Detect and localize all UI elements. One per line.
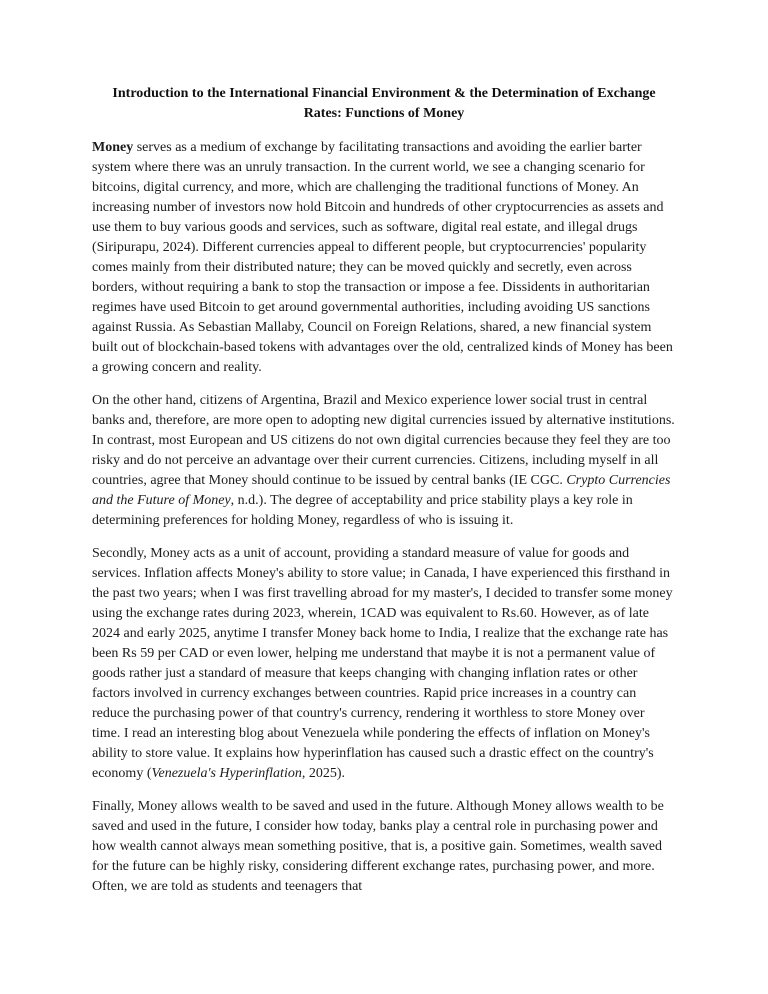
normal-text-run: Secondly, Money acts as a unit of account, providing a standard measure of value for goods and services. Inflation affects Money's ability to store value; in Canada, I have experienced this firsthand in the past two years; when I was first travelling abroad for my master's, I decided to transfer some money using the exchange rates during 2023, wherein, 1CAD was equivalent to Rs.60. However, as of late 2024 and early 2025, anytime I transfer Money back home to India, I realize that the exchange rate has been Rs 59 per CAD or even lower, helping me understand that maybe it is not a permanent value of goods rather just a standard of measure that keeps changing with changing inflation rates or other factors involved in currency exchanges between countries. Rapid price increases in a country can reduce the purchasing power of that country's currency, rendering it worthless to store Money over time. I read an interesting blog about Venezuela while pondering the effects of inflation on Money's ability to store value. It explains how hyperinflation has caused such a drastic effect on the country's economy ( [92,546,677,781]
normal-text-run: Finally, Money allows wealth to be saved and used in the future. Although Money allows wealth to be saved and used in the future, I consider how today, banks play a central role in purchasing power and how wealth cannot always mean something positive, that is, a positive gain. Sometimes, wealth saved for the future can be highly risky, considering different exchange rates, purchasing power, and more. Often, we are told as students and teenagers that [92,799,668,894]
paragraph [92,391,679,531]
paragraph [92,797,676,897]
normal-text-run: , 2025). [301,766,346,781]
italic-text-run: Crypto Currencies and the Future of Money [92,473,674,508]
document-body [92,138,679,897]
paragraph [92,544,676,784]
bold-text-run: Money [92,140,134,155]
normal-text-run: , n.d.). The degree of acceptability and price stability plays a key role in determining preferences for holding Money, regardless of who is issuing it. [92,493,637,528]
paragraph [92,138,676,378]
italic-text-run: Venezuela's Hyperinflation [151,766,302,781]
normal-text-run: serves as a medium of exchange by facilitating transactions and avoiding the earlier barter system where there was an unruly transaction. In the current world, we see a changing scenario for bitcoins, digital currency, and more, which are challenging the traditional functions of Money. An increasing number of investors now hold Bitcoin and hundreds of other cryptocurrencies as assets and use them to buy various goods and services, such as software, digital real estate, and illegal drugs (Siripurapu, 2024). Different currencies appeal to different people, but cryptocurrencies' popularity comes mainly from their distributed nature; they can be moved quickly and secretly, even across borders, without requiring a bank to stop the transaction or impose a fee. Dissidents in authoritarian regimes have used Bitcoin to get around governmental authorities, including avoiding US sanctions against Russia. As Sebastian Mallaby, Council on Foreign Relations, shared, a new financial system built out of blockchain-based tokens with advantages over the old, centralized kinds of Money has been a growing concern and reality. [92,140,677,375]
normal-text-run: On the other hand, citizens of Argentina, Brazil and Mexico experience lower social trust in central banks and, therefore, are more open to adopting new digital currencies issued by alternative institutions. In contrast, most European and US citizens do not own digital currencies because they feel they are too risky and do not perceive an advantage over their current currencies. Citizens, including myself in all countries, agree that Money should continue to be issued by central banks (IE CGC. [92,393,679,488]
document-title: Introduction to the International Financial Environment & the Determination of Exchange Rates: Functions of Money [112,86,656,121]
